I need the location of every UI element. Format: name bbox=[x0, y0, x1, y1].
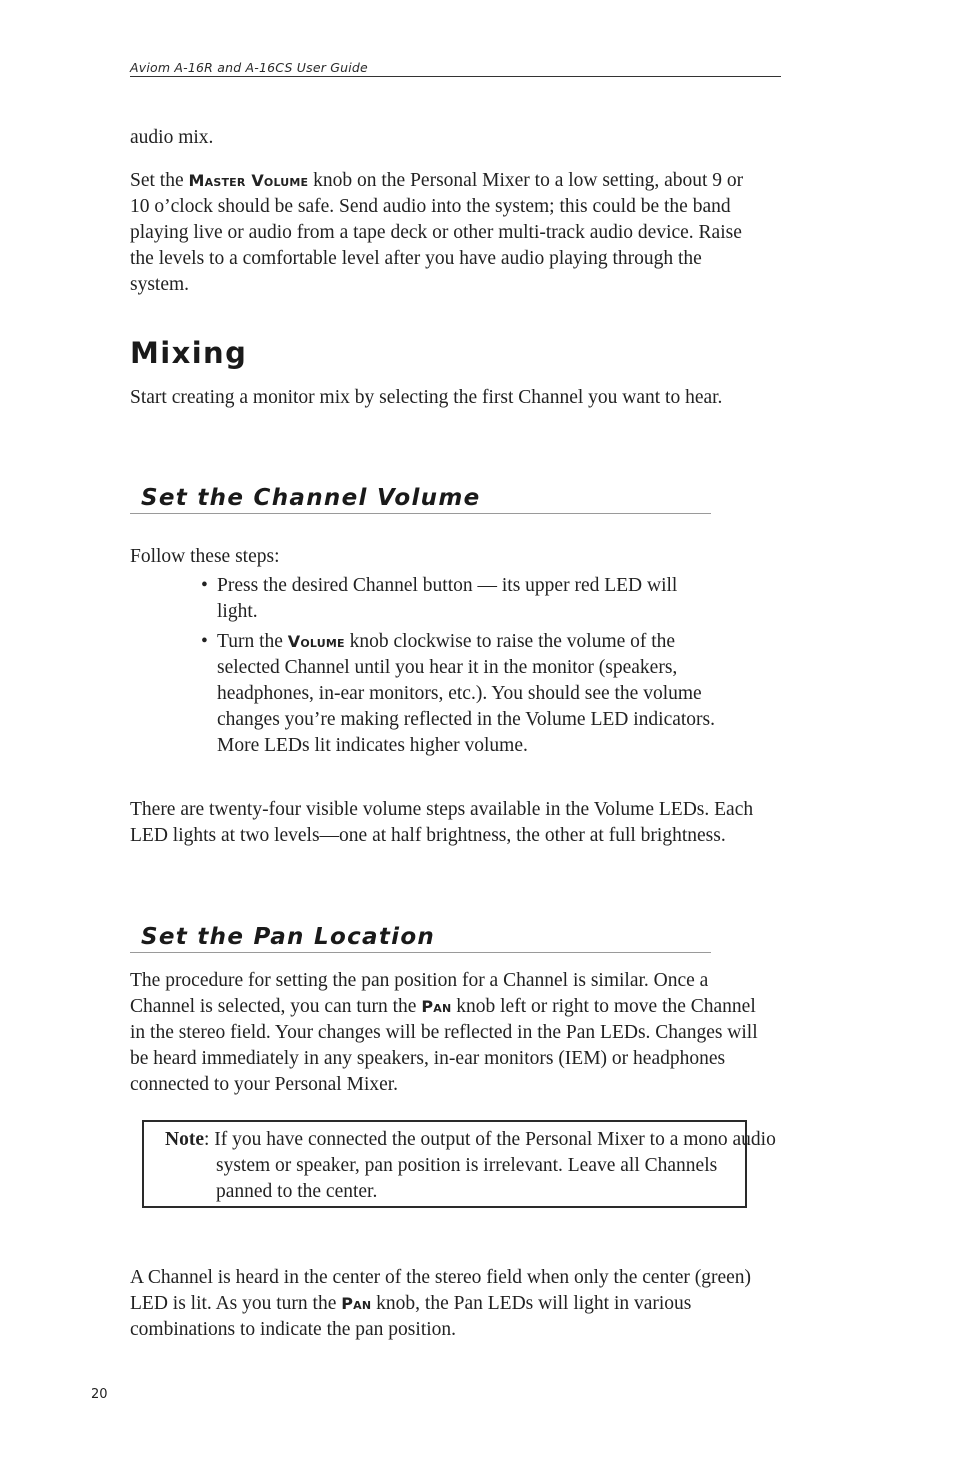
master-volume-keyword: Master Volume bbox=[188, 171, 309, 190]
steps-lead: Follow these steps: bbox=[130, 546, 280, 567]
pan-center-paragraph bbox=[130, 1265, 765, 1343]
paragraph-text: knob on the Personal Mixer to a low setting, about 9 or 10 o’clock should be safe. Send audio into the system; this could be the band playing live or audio from a tape deck or other multi-track audio device. Raise the levels to a comfortable level after you have audio playing through the system. bbox=[130, 170, 744, 295]
step-text: knob clockwise to raise the volume of the selected Channel until you hear it in the monitor (speakers, headphones, in-ear monitors, etc.). You should see the volume changes you’re making reflected in the Volume LED indicators. More LEDs lit indicates higher volume. bbox=[217, 631, 716, 756]
bullet-icon: • bbox=[201, 575, 208, 596]
bullet-icon: • bbox=[201, 631, 208, 652]
paragraph-text: Set the bbox=[130, 170, 189, 191]
volume-keyword: Volume bbox=[287, 632, 345, 651]
paragraph-text: knob, the Pan LEDs will light in various combinations to indicate the pan position. bbox=[130, 1293, 692, 1340]
master-volume-paragraph bbox=[130, 168, 755, 298]
subsection-title-channel-volume: Set the Channel Volume bbox=[130, 483, 711, 514]
subsection-title-pan-location: Set the Pan Location bbox=[130, 922, 711, 953]
mixing-intro: Start creating a monitor mix by selecting the first Channel you want to hear. bbox=[130, 387, 723, 408]
volume-steps-paragraph: There are twenty-four visible volume steps available in the Volume LEDs. Each LED lights at two levels—one at half brightness, the other at full brightness. bbox=[130, 799, 754, 846]
continuation-text: audio mix. bbox=[130, 127, 214, 148]
note-label: Note bbox=[165, 1129, 204, 1150]
note-box bbox=[142, 1120, 776, 1208]
running-header: Aviom A-16R and A-16CS User Guide bbox=[130, 60, 781, 77]
section-title-mixing: Mixing bbox=[130, 336, 248, 370]
paragraph-text: The procedure for setting the pan position for a Channel is similar. Once a Channel is selected, you can turn the bbox=[130, 970, 709, 1017]
list-item bbox=[201, 629, 717, 759]
page-number: 20 bbox=[91, 1387, 108, 1402]
pan-keyword: Pan bbox=[341, 1294, 372, 1313]
paragraph-text: knob left or right to move the Channel in the stereo field. Your changes will be reflected in the Pan LEDs. Changes will be heard immediately in any speakers, in-ear monitors (IEM) or headphones connected to your Personal Mixer. bbox=[130, 996, 758, 1095]
step-text: Turn the bbox=[217, 631, 288, 652]
note-text bbox=[165, 1127, 776, 1205]
steps-list bbox=[201, 573, 721, 763]
list-item bbox=[201, 573, 707, 625]
paragraph-text: A Channel is heard in the center of the stereo field when only the center (green) LED is lit. As you turn the bbox=[130, 1267, 752, 1314]
step-text: Press the desired Channel button — its upper red LED will light. bbox=[217, 575, 678, 622]
pan-paragraph bbox=[130, 968, 765, 1098]
note-body: : If you have connected the output of the Personal Mixer to a mono audio system or speaker, pan position is irrelevant. Leave all Channels panned to the center. bbox=[203, 1129, 776, 1202]
pan-keyword: Pan bbox=[421, 997, 452, 1016]
